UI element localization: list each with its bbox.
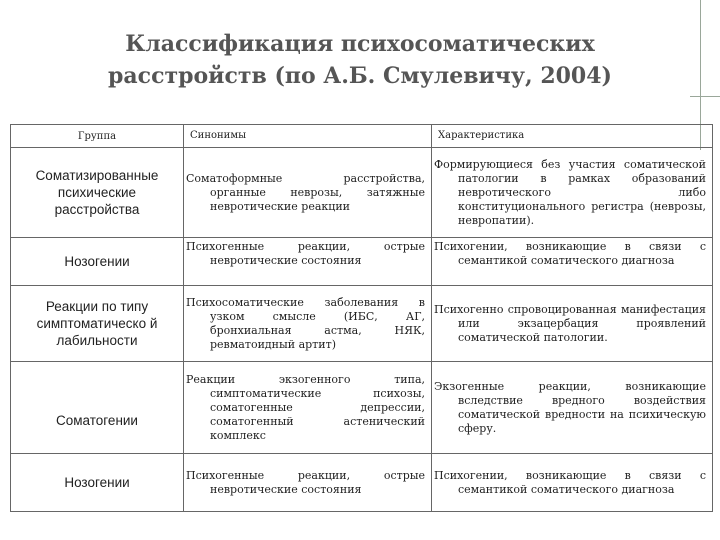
cell-synonyms: Психосоматические заболевания в узком смысле (ИБС, АГ, бронхиальная астма, НЯК, ревматоидный артит) xyxy=(184,286,432,362)
cell-characteristic: Психогенно спровоцированная манифестация или экзацербация проявлений соматической патологии. xyxy=(432,286,713,362)
table-row xyxy=(11,148,713,238)
classification-table xyxy=(10,124,713,512)
title-line-2: расстройств (по А.Б. Смулевичу, 2004) xyxy=(108,63,612,89)
decor-horizontal-line xyxy=(690,96,720,97)
slide-title xyxy=(60,28,660,92)
header-characteristic: Характеристика xyxy=(432,125,713,148)
cell-characteristic: Экзогенные реакции, возникающие вследствие вредного воздействия соматической вредности на психическую сферу. xyxy=(432,362,713,454)
cell-group: Нозогении xyxy=(11,238,184,286)
cell-synonyms: Соматоформные расстройства, органные неврозы, затяжные невротические реакции xyxy=(184,148,432,238)
table-row xyxy=(11,362,713,454)
table-row xyxy=(11,238,713,286)
cell-characteristic: Психогении, возникающие в связи с семантикой соматического диагноза xyxy=(432,238,713,286)
header-synonyms: Синонимы xyxy=(184,125,432,148)
cell-synonyms: Реакции экзогенного типа, симптоматические психозы, соматогенные депрессии, соматогенный астенический комплекс xyxy=(184,362,432,454)
header-group: Группа xyxy=(11,125,184,148)
table-header-row xyxy=(11,125,713,148)
cell-group: Нозогении xyxy=(11,454,184,512)
table-row xyxy=(11,286,713,362)
title-line-1: Классификация психосоматических xyxy=(125,31,595,57)
cell-characteristic: Формирующиеся без участия соматической патологии в рамках образований невротического либо конституционального регистра (неврозы, невропатии). xyxy=(432,148,713,238)
table-row xyxy=(11,454,713,512)
cell-group: Соматизированные психические расстройства xyxy=(11,148,184,238)
cell-synonyms: Психогенные реакции, острые невротические состояния xyxy=(184,454,432,512)
cell-group: Реакции по типу симптоматическо й лабильности xyxy=(11,286,184,362)
cell-characteristic: Психогении, возникающие в связи с семантикой соматического диагноза xyxy=(432,454,713,512)
cell-synonyms: Психогенные реакции, острые невротические состояния xyxy=(184,238,432,286)
cell-group: Соматогении xyxy=(11,362,184,454)
